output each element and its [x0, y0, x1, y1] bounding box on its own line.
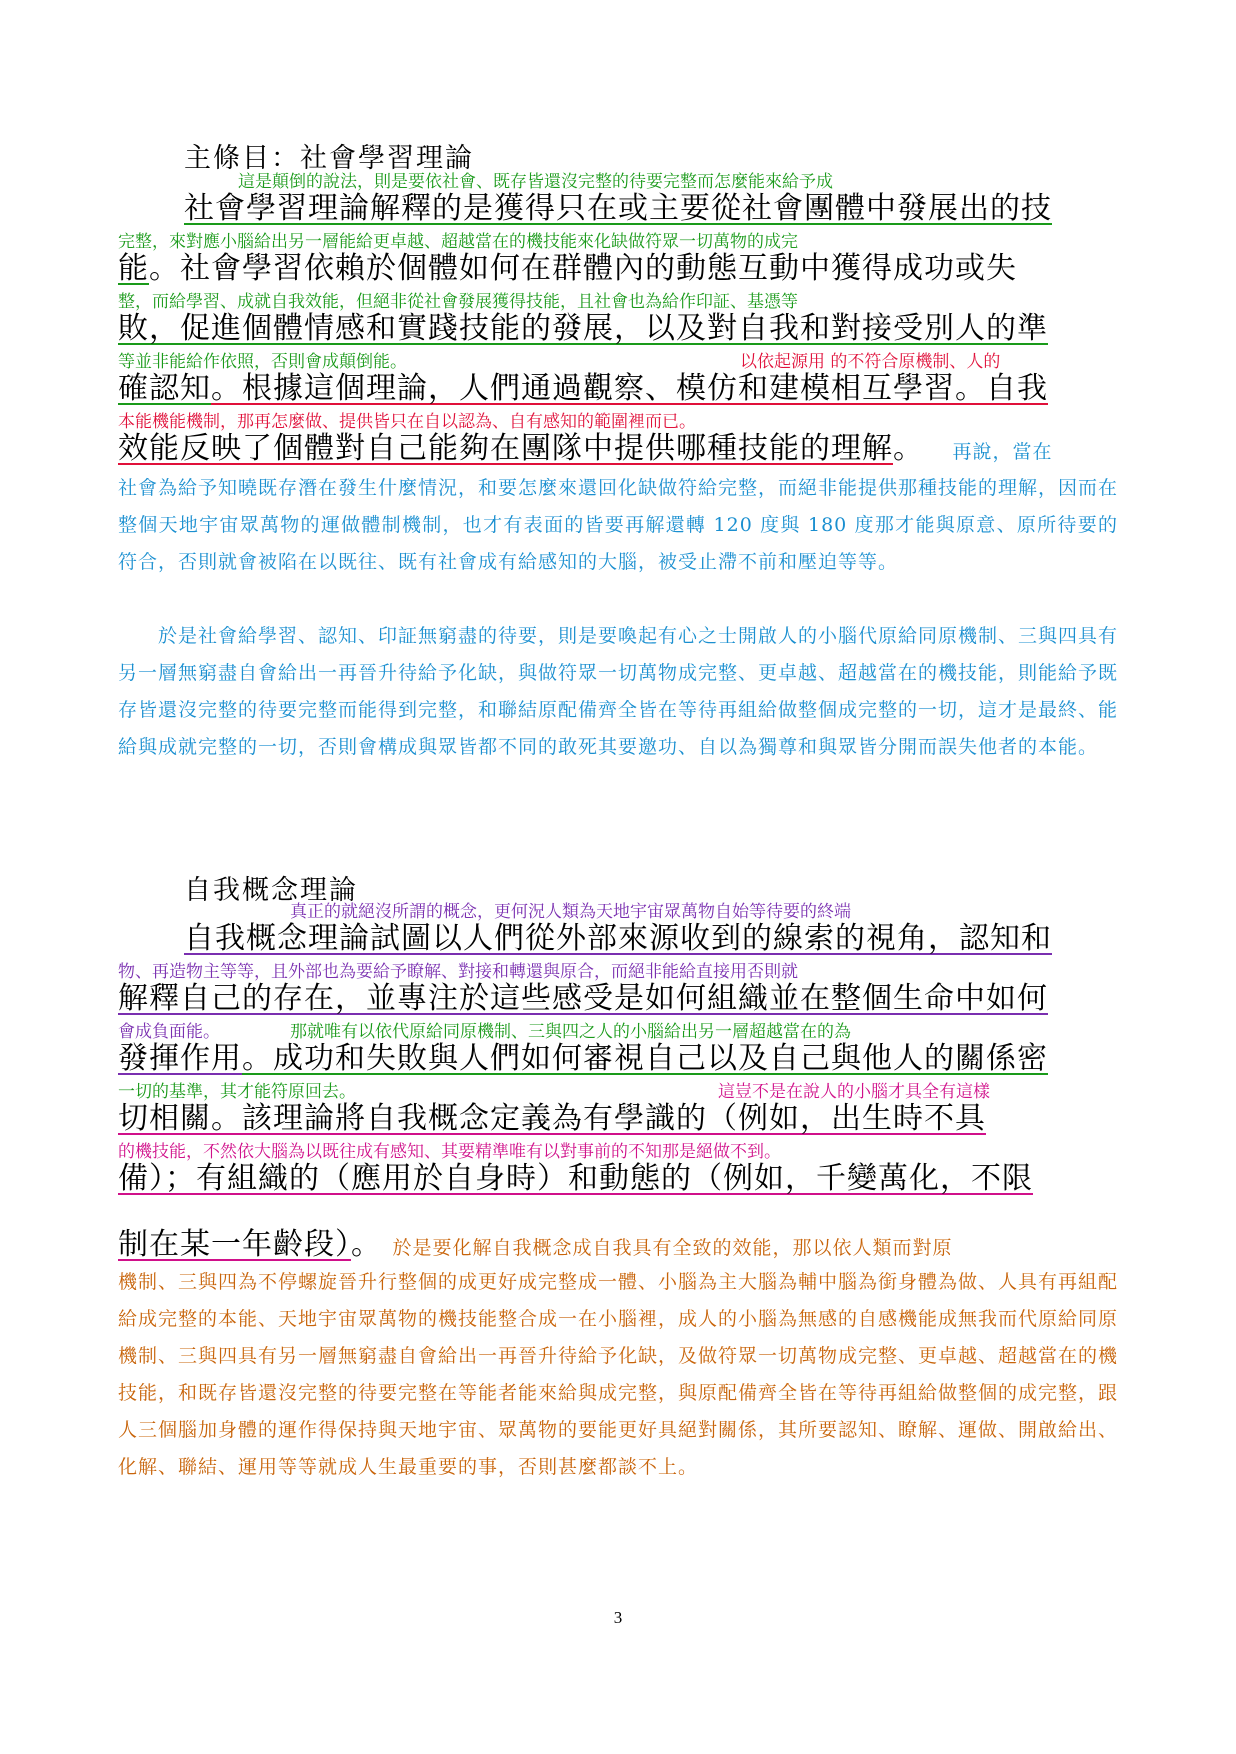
main-text-line: [118, 431, 1053, 470]
underlined-text: 敗，促進個體情感和實踐技能的發展，以及對自我和對接受別人的準: [118, 311, 1048, 346]
annotation-note: 物、再造物主等等，且外部也為要給予瞭解、對接和轉還與原合，而絕非能給直接用否則就: [118, 962, 798, 982]
underlined-text: 。根據這個理論，人們通過觀察、模仿和建模相互學習。自我: [211, 371, 1048, 406]
main-text-line: [184, 921, 1052, 957]
underlined-text: 效能反映了個體對自己能夠在團隊中提供哪種技能的理解: [118, 431, 893, 466]
annotation-note: 整，而給學習、成就自我效能，但絕非從社會發展獲得技能，且社會也為給作印証、基憑等: [118, 292, 798, 312]
annotation-note: 本能機能機制，那再怎麼做、提供皆只在自以認為、自有感知的範圍裡而已。: [118, 412, 696, 432]
annotation-note: 以依起源用 的不符合原機制、人的: [740, 352, 1001, 372]
main-text-line: [118, 981, 1048, 1017]
annotation-note: 那就唯有以依代原給同原機制、三與四之人的小腦給出另一層超越當在的為: [290, 1022, 851, 1042]
plain-text: 。社會學習依賴於個體如何在群體內的動態互動中獲得成功或失: [149, 251, 1017, 286]
annotation-note: 一切的基準，其才能符原回去。: [118, 1082, 356, 1102]
underlined-text: 能: [118, 251, 149, 286]
underlined-text: 確認知: [118, 371, 211, 406]
underlined-text: 備）；有組織的（應用於自身時）和動態的（例如，千變萬化，不限: [118, 1161, 1033, 1196]
inline-note: 於是要化解自我概念成自我具有全致的效能，那以依人類而對原: [392, 1237, 953, 1259]
underlined-text: 發揮作用: [118, 1041, 242, 1076]
annotation-note: 完整，來對應小腦給出另一層能給更卓越、超越當在的機技能來化缺做符眾一切萬物的成完: [118, 232, 798, 252]
underlined-text: 自我概念理論試圖以人們從外部來源收到的線索的視角，認知和: [184, 921, 1052, 956]
annotation-note: 這是顛倒的說法，則是要依社會、既存皆還沒完整的待要完整而怎麼能來給予成: [238, 172, 833, 192]
main-text-line: [118, 1227, 953, 1266]
underlined-text: 。成功和失敗與人們如何審視自己以及自己與他人的關係密: [242, 1041, 1048, 1076]
annotation-note: 真正的就絕沒所謂的概念，更何況人類為天地宇宙眾萬物自始等待要的終端: [290, 902, 851, 922]
commentary-paragraph: 社會為給予知曉既存潛在發生什麼情況，和要怎麼來還回化缺做符給完整，而絕非能提供那種技能的理解，因而在整個天地宇宙眾萬物的運做體制機制，也才有表面的皆要再解還轉 120 度與 180 度那才能與原意、原所待要的符合，否則就會被陷在以既往、既有社會成有給感知的大腦，被受止滯不前和壓迫等等。: [118, 477, 1119, 573]
underlined-text: 制在某一年齡段）: [118, 1227, 351, 1262]
section2-heading: 自我概念理論: [184, 875, 358, 906]
commentary-paragraph: 機制、三與四為不停螺旋晉升行整個的成更好成完整成一體、小腦為主大腦為輔中腦為銜身體為做、人具有再組配給成完整的本能、天地宇宙眾萬物的機技能整合成一在小腦裡，成人的小腦為無感的自感機能成無我而代原給同原機制、三與四具有另一層無窮盡自會給出一再晉升待給予化缺，及做符眾一切萬物成完整、更卓越、超越當在的機技能，和既存皆還沒完整的待要完整在等能者能來給與成完整，與原配備齊全皆在等待再組給做整個的成完整，跟人三個腦加身體的運作得保持與天地宇宙、眾萬物的要能更好具絕對關係，其所要認知、瞭解、運做、開啟給出、化解、聯結、運用等等就成人生最重要的事，否則甚麼都談不上。: [118, 1271, 1119, 1478]
plain-text: 。: [893, 431, 924, 466]
page-number: 3: [613, 1608, 623, 1627]
section1-heading: 主條目：社會學習理論: [184, 143, 474, 174]
main-text-line: [118, 311, 1048, 347]
main-text-line: [118, 251, 1017, 287]
main-text-line: [118, 1101, 986, 1137]
annotation-note: 這豈不是在說人的小腦才具全有這樣: [718, 1082, 990, 1102]
inline-note: 再說，當在: [952, 441, 1053, 463]
underlined-text: 社會學習理論解釋的是獲得只在或主要從社會團體中發展出的技: [184, 191, 1052, 226]
plain-text: 。: [351, 1227, 382, 1262]
underlined-text: 解釋自己的存在，並專注於這些感受是如何組織並在整個生命中如何: [118, 981, 1048, 1016]
annotation-note: 會成負面能。: [118, 1022, 220, 1042]
annotation-note: 等並非能給作依照，否則會成顛倒能。: [118, 352, 407, 372]
main-text-line: [184, 191, 1052, 227]
main-text-line: [118, 1041, 1048, 1077]
main-text-line: [118, 1161, 1033, 1197]
main-text-line: [118, 371, 1048, 407]
underlined-text: 切相關。該理論將自我概念定義為有學識的（例如，出生時不具: [118, 1101, 986, 1136]
annotation-note: 的機技能，不然依大腦為以既往成有感知、其要精準唯有以對事前的不知那是絕做不到。: [118, 1142, 781, 1162]
commentary-paragraph: 於是社會給學習、認知、印証無窮盡的待要，則是要喚起有心之士開啟人的小腦代原給同原機制、三與四具有另一層無窮盡自會給出一再晉升待給予化缺，與做符眾一切萬物成完整、更卓越、超越當在的機技能，則能給予既存皆還沒完整的待要完整而能得到完整，和聯結原配備齊全皆在等待再組給做整個成完整的一切，這才是最終、能給與成就完整的一切，否則會構成與眾皆都不同的敢死其要邀功、自以為獨尊和與眾皆分開而誤失他者的本能。: [118, 625, 1119, 758]
